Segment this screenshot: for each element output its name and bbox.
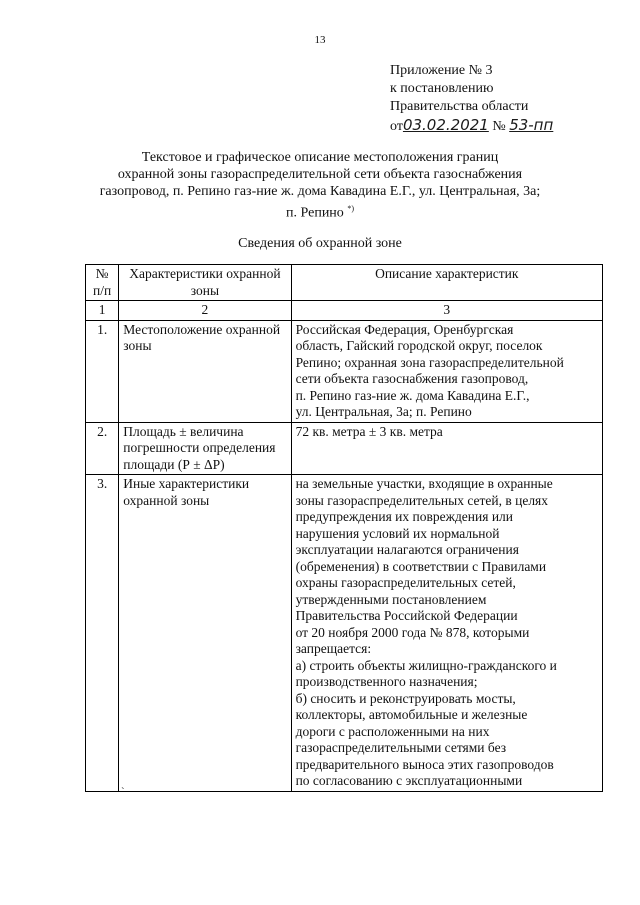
description-line: на земельные участки, входящие в охранные	[295, 476, 553, 491]
description-line: охраны газораспределительных сетей,	[295, 575, 516, 590]
appendix-block	[390, 62, 553, 136]
description-line: область, Гайский городской округ, поселок	[295, 338, 543, 353]
column-number: 1	[86, 301, 119, 321]
row-num: 2.	[86, 422, 119, 475]
column-number-row	[86, 301, 603, 321]
footnote-mark: *)	[347, 204, 354, 213]
description-line: запрещается:	[295, 641, 372, 656]
number-label: №	[492, 119, 506, 134]
row-characteristic: Местоположение охранной зоны	[119, 320, 291, 422]
page-number: 13	[314, 34, 326, 46]
title-line-3: газопровод, п. Репино газ-ние ж. дома Кавадина Е.Г., ул. Центральная, 3а;	[99, 184, 541, 199]
row-num: 1.	[86, 320, 119, 422]
description-line: Российская Федерация, Оренбургская	[295, 321, 514, 337]
description-line: предупреждения их повреждения или	[295, 509, 514, 524]
protection-zone-table	[85, 264, 603, 792]
description-line: п. Репино газ-ние ж. дома Кавадина Е.Г.,	[295, 387, 530, 403]
description-line: 72 кв. метра ± 3 кв. метра	[295, 423, 443, 439]
table-header-row	[86, 265, 603, 301]
row-description	[291, 475, 602, 792]
column-number: 2	[119, 301, 291, 321]
description-line: газораспределительными сетями без	[295, 740, 507, 755]
description-line: (обременения) в соответствии с Правилами	[295, 558, 547, 574]
row-description	[291, 422, 602, 475]
description-line: а) строить объекты жилищно-гражданского и	[295, 657, 557, 673]
appendix-line-1: Приложение № 3	[390, 63, 493, 78]
handwritten-number: 53-пп	[509, 116, 554, 134]
description-line: утвержденными постановлением	[295, 591, 487, 607]
table-row	[86, 320, 603, 422]
appendix-date-line	[390, 116, 553, 136]
description-line: эксплуатации налагаются ограничения	[295, 542, 519, 557]
row-description	[291, 320, 602, 422]
from-label: от	[390, 119, 403, 134]
appendix-line-3: Правительства области	[390, 99, 529, 114]
title-line-4-text: п. Репино	[286, 205, 344, 221]
description-line: б) сносить и реконструировать мосты,	[295, 690, 516, 706]
description-line: зоны газораспределительных сетей, в целях	[295, 492, 549, 508]
description-line: по согласованию с эксплуатационными	[295, 773, 523, 788]
header-num: № п/п	[86, 265, 119, 301]
table-row	[86, 422, 603, 475]
stray-mark: `	[121, 786, 125, 798]
description-line: Правительства Российской Федерации	[295, 608, 518, 623]
document-title	[60, 149, 580, 222]
row-num: 3.	[86, 475, 119, 792]
description-line: дороги с расположенными на них	[295, 723, 490, 739]
table-row	[86, 475, 603, 792]
header-description: Описание характеристик	[291, 265, 602, 301]
description-line: ул. Центральная, 3а; п. Репино	[295, 404, 472, 419]
row-characteristic: Площадь ± величина погрешности определения площади (Р ± ΔР)	[119, 422, 291, 475]
description-line: производственного назначения;	[295, 674, 478, 689]
title-line-2: охранной зоны газораспределительной сети объекта газоснабжения	[117, 167, 523, 182]
description-line: нарушения условий их нормальной	[295, 525, 500, 541]
section-subtitle: Сведения об охранной зоне	[238, 236, 402, 251]
description-line: сети объекта газоснабжения газопровод,	[295, 371, 529, 386]
handwritten-date: 03.02.2021	[402, 116, 489, 134]
description-line: коллекторы, автомобильные и железные	[295, 707, 528, 722]
description-line: Репино; охранная зона газораспределительной	[295, 354, 564, 370]
title-line-4	[60, 200, 580, 222]
description-line: предварительного выноса этих газопроводов	[295, 756, 554, 772]
description-line: от 20 ноября 2000 года № 878, которыми	[295, 624, 530, 640]
header-characteristic: Характеристики охранной зоны	[119, 265, 291, 301]
appendix-line-2: к постановлению	[390, 81, 494, 96]
row-characteristic: Иные характеристики охранной зоны	[119, 475, 291, 792]
title-line-1: Текстовое и графическое описание местоположения границ	[141, 150, 499, 165]
column-number: 3	[291, 301, 602, 321]
